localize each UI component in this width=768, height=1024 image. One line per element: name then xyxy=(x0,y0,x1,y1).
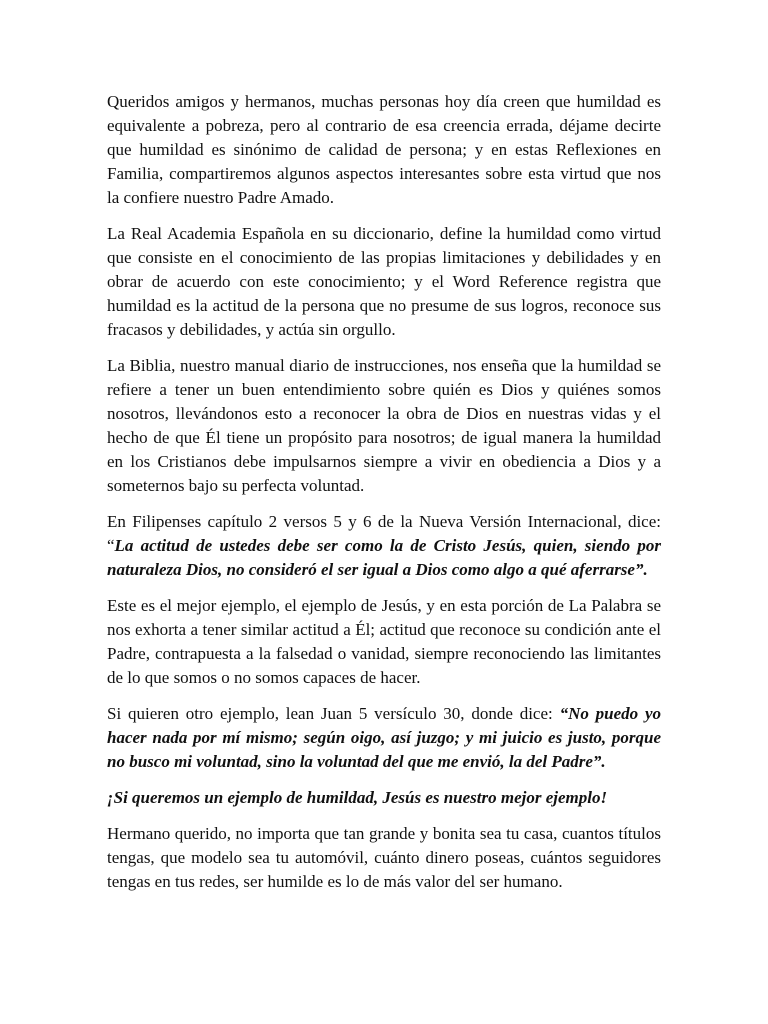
paragraph-text: Hermano querido, no importa que tan grande y bonita sea tu casa, cuantos títulos tengas, que modelo sea tu automóvil, cuánto dinero poseas, cuántos seguidores tengas en tus redes, ser humilde es lo de más valor del ser humano. xyxy=(107,824,661,891)
paragraph-3 xyxy=(107,354,661,498)
paragraph-text: Queridos amigos y hermanos, muchas personas hoy día creen que humildad es equivalente a pobreza, pero al contrario de esa creencia errada, déjame decirte que humildad es sinónimo de calidad de persona; y en estas Reflexiones en Familia, compartiremos algunos aspectos interesantes sobre esta virtud que nos la confiere nuestro Padre Amado. xyxy=(107,92,661,207)
paragraph-1 xyxy=(107,90,661,210)
bible-quote-philippians: La actitud de ustedes debe ser como la de Cristo Jesús, quien, siendo por naturaleza Dios, no consideró el ser igual a Dios como algo a qué aferrarse”. xyxy=(107,536,661,579)
paragraph-5 xyxy=(107,594,661,690)
bible-quote-john: “No puedo yo hacer nada por mí mismo; según oigo, así juzgo; y mi juicio es justo, porque no busco mi voluntad, sino la voluntad del que me envió, la del Padre”. xyxy=(107,704,662,771)
paragraph-text: Este es el mejor ejemplo, el ejemplo de Jesús, y en esta porción de La Palabra se nos exhorta a tener similar actitud a Él; actitud que reconoce su condición ante el Padre, contrapuesta a la falsedad o vanidad, siempre reconociendo las limitantes de lo que somos o no somos capaces de hacer. xyxy=(107,596,661,687)
emphasis-statement: ¡Si queremos un ejemplo de humildad, Jesús es nuestro mejor ejemplo! xyxy=(107,788,608,807)
paragraph-text: En Filipenses capítulo 2 versos 5 y 6 de la Nueva Versión Internacional, dice: “ xyxy=(107,512,661,555)
paragraph-7 xyxy=(107,786,661,810)
document-body xyxy=(107,90,661,906)
paragraph-2 xyxy=(107,222,661,342)
paragraph-8 xyxy=(107,822,661,894)
paragraph-text: La Biblia, nuestro manual diario de instrucciones, nos enseña que la humildad se refiere a tener un buen entendimiento sobre quién es Dios y quiénes somos nosotros, llevándonos esto a reconocer la obra de Dios en nuestras vidas y el hecho de que Él tiene un propósito para nosotros; de igual manera la humildad en los Cristianos debe impulsarnos siempre a vivir en obediencia a Dios y a someternos bajo su perfecta voluntad. xyxy=(107,356,661,495)
paragraph-6 xyxy=(107,702,661,774)
paragraph-text: Si quieren otro ejemplo, lean Juan 5 versículo 30, donde dice: xyxy=(107,704,560,723)
paragraph-text: La Real Academia Española en su diccionario, define la humildad como virtud que consiste en el conocimiento de las propias limitaciones y debilidades y en obrar de acuerdo con este conocimiento; y el Word Reference registra que humildad es la actitud de la persona que no presume de sus logros, reconoce sus fracasos y debilidades, y actúa sin orgullo. xyxy=(107,224,661,339)
paragraph-4 xyxy=(107,510,661,582)
